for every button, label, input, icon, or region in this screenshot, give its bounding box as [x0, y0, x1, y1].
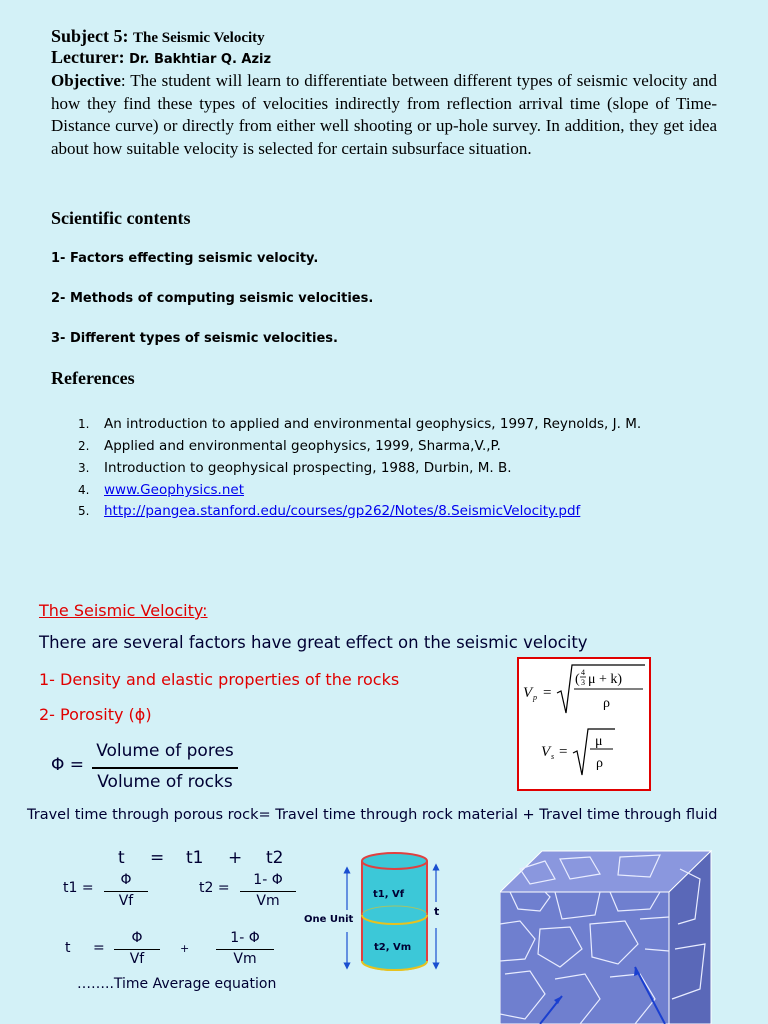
svg-text:μ + k): μ + k) — [588, 672, 623, 687]
svg-text:s: s — [551, 752, 555, 761]
ref-number: 5. — [78, 504, 90, 518]
velocity-formula-box — [517, 657, 651, 791]
ref-text: Introduction to geophysical prospecting, 1988, Durbin, M. B. — [104, 460, 512, 476]
ref-number: 1. — [78, 417, 90, 431]
ref-number: 2. — [78, 439, 90, 453]
factor-porosity: 2- Porosity (ϕ) — [39, 705, 152, 724]
content-item: 1- Factors effecting seismic velocity. — [51, 251, 319, 266]
content-item: 2- Methods of computing seismic velocities. — [51, 291, 374, 306]
reference-item — [78, 438, 501, 454]
ref-text: Applied and environmental geophysics, 1999, Sharma,V.,P. — [104, 438, 501, 454]
t-numerator-2: 1- Φ — [230, 930, 260, 946]
svg-text:p: p — [533, 693, 537, 702]
svg-text:ρ: ρ — [596, 756, 603, 771]
objective-paragraph — [51, 70, 717, 161]
eq-plus: + — [228, 848, 243, 868]
ref-number: 4. — [78, 483, 90, 497]
t1-denominator: Vf — [118, 893, 134, 909]
svg-text:3: 3 — [581, 678, 585, 687]
objective-label: Objective — [51, 71, 121, 90]
seismic-velocity-intro: There are several factors have great effect on the seismic velocity — [39, 633, 588, 652]
references-heading: References — [51, 368, 135, 388]
svg-text:ρ: ρ — [603, 696, 610, 711]
cylinder-top-label: t1, Vf — [373, 889, 405, 900]
phi-symbol: Φ = — [51, 755, 85, 775]
scientific-contents-heading: Scientific contents — [51, 208, 191, 228]
reference-item — [78, 482, 244, 498]
phi-numerator: Volume of pores — [96, 741, 234, 761]
reference-link[interactable]: www.Geophysics.net — [104, 482, 245, 498]
ref-text: An introduction to applied and environmental geophysics, 1997, Reynolds, J. M. — [104, 416, 642, 432]
eq-t: t — [118, 848, 125, 868]
reference-item — [78, 503, 580, 519]
objective-text: : The student will learn to differentiate between different types of seismic velocity and how they find these types of velocities indirectly from reflection arrival time (slope of Time-Distance curve) or directly from either well shooting or up-hole survey. In addition, they get idea about how suitable velocity is selected for certain subsurface situation. — [51, 71, 717, 159]
phi-denominator: Volume of rocks — [97, 772, 233, 792]
t-fraction-bar-1 — [114, 949, 160, 950]
ref-number: 3. — [78, 461, 90, 475]
svg-text:V: V — [541, 744, 551, 760]
svg-text:4: 4 — [581, 668, 585, 677]
reference-item — [78, 416, 641, 432]
svg-text:μ: μ — [595, 734, 603, 749]
t-equals: = — [93, 940, 105, 956]
seismic-velocity-title: The Seismic Velocity: — [39, 601, 208, 620]
svg-text:V: V — [523, 685, 533, 701]
lecturer-line — [51, 47, 271, 68]
svg-text:=: = — [543, 685, 552, 701]
svg-text:(: ( — [575, 672, 580, 687]
t-label: t — [65, 940, 71, 956]
subject-line — [51, 26, 265, 47]
t-numerator-1: Φ — [131, 930, 143, 946]
t2-numerator: 1- Φ — [253, 872, 283, 888]
time-average-label: ……..Time Average equation — [77, 976, 277, 992]
t2-fraction-bar — [240, 891, 296, 892]
eq-t1: t1 — [186, 848, 204, 868]
one-unit-label: One Unit — [304, 914, 354, 925]
subject-label: Subject 5: — [51, 26, 129, 46]
lecturer-name: Dr. Bakhtiar Q. Aziz — [129, 52, 272, 67]
t-denominator-1: Vf — [129, 951, 145, 967]
side-t-label: t — [434, 905, 440, 918]
t1-fraction-bar — [104, 891, 148, 892]
t1-numerator: Φ — [120, 872, 132, 888]
t2-denominator: Vm — [256, 893, 280, 909]
factor-density: 1- Density and elastic properties of the rocks — [39, 670, 400, 689]
reference-link[interactable]: http://pangea.stanford.edu/courses/gp262/Notes/8.SeismicVelocity.pdf — [104, 503, 581, 519]
t-denominator-2: Vm — [233, 951, 257, 967]
t2-label: t2 = — [199, 880, 230, 896]
t1-label: t1 = — [63, 880, 94, 896]
eq-equals: = — [150, 848, 165, 868]
content-item: 3- Different types of seismic velocities. — [51, 331, 338, 346]
lecturer-label: Lecturer: — [51, 47, 125, 67]
t-fraction-bar-2 — [216, 949, 274, 950]
eq-t2: t2 — [266, 848, 284, 868]
porous-rock-cube — [500, 849, 716, 1024]
t-plus: + — [180, 942, 190, 955]
velocity-formulas-graphic — [519, 659, 649, 789]
cylinder-bottom-label: t2, Vm — [374, 942, 412, 953]
svg-text:=: = — [559, 744, 568, 760]
phi-fraction-bar — [92, 767, 238, 769]
travel-time-sentence: Travel time through porous rock= Travel time through rock material + Travel time through fluid — [27, 807, 718, 823]
reference-item — [78, 460, 512, 476]
subject-title: The Seismic Velocity — [133, 30, 265, 46]
